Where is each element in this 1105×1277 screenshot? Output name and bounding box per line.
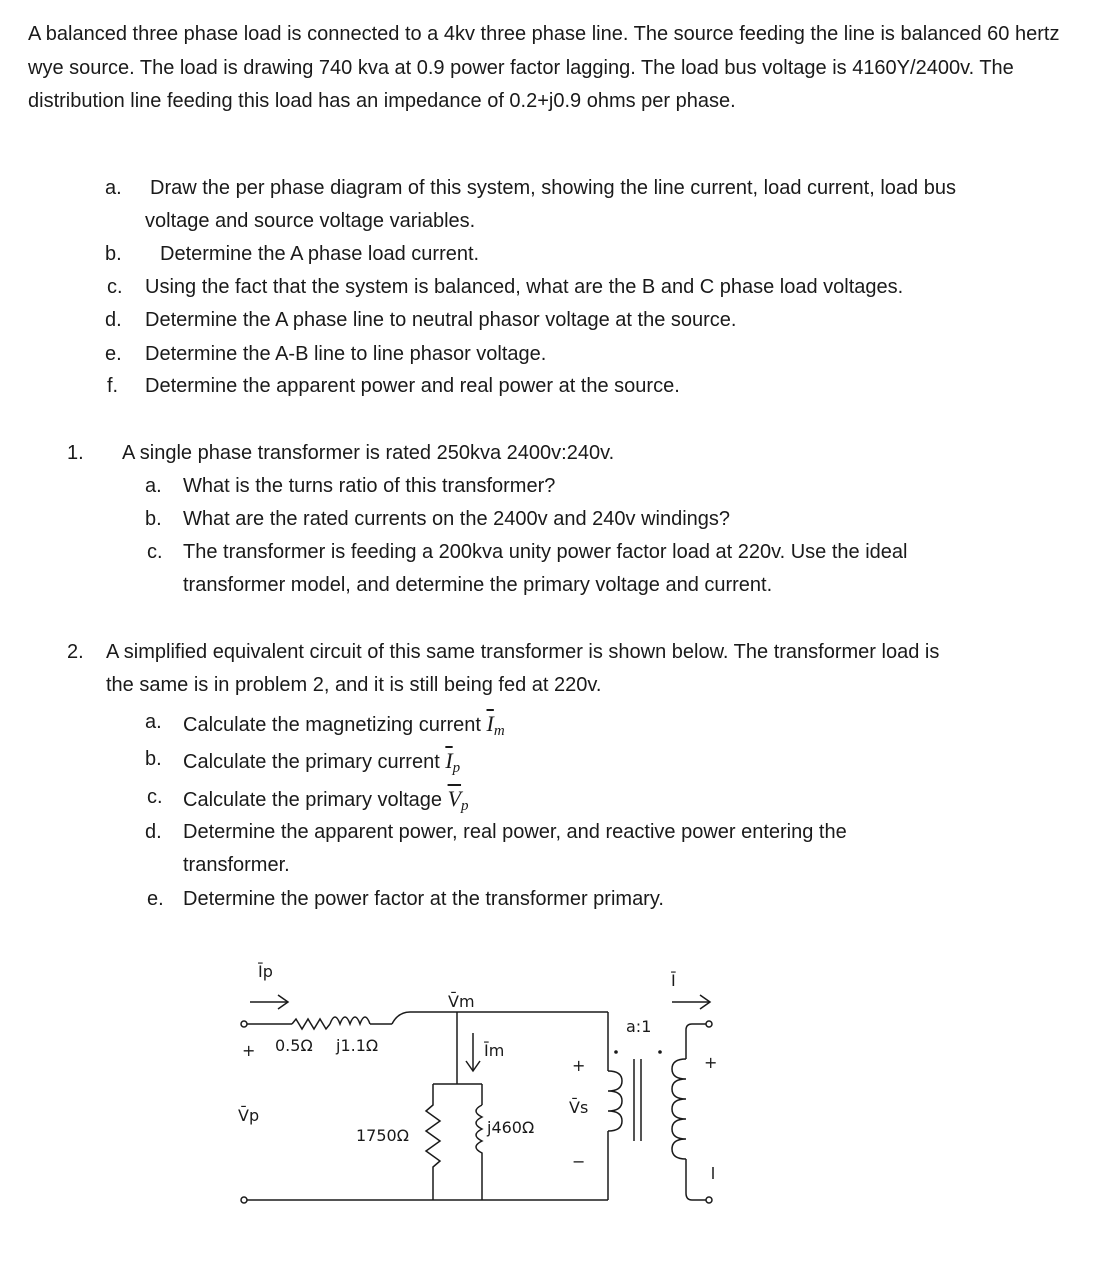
secondary-plus: + <box>704 1053 718 1072</box>
list-label: b. <box>145 748 162 770</box>
polarity-dot-primary <box>614 1050 618 1054</box>
list-item-cont: transformer. <box>183 854 290 876</box>
list-item: Using the fact that the system is balanced, what are the B and C phase load voltages. <box>145 276 904 298</box>
wire <box>392 1012 492 1024</box>
list-item: What is the turns ratio of this transformer? <box>183 475 556 497</box>
list-item: Determine the apparent power, real power, and reactive power entering the <box>183 821 847 843</box>
list-label: b. <box>105 243 122 265</box>
vs-label: V̄s <box>569 1098 589 1117</box>
list-item: Determine the A phase load current. <box>160 243 480 265</box>
problem-number: 2. <box>67 641 84 663</box>
list-label: c. <box>107 276 123 298</box>
transformer-secondary-winding-icon <box>672 1059 686 1159</box>
list-label: f. <box>107 375 119 397</box>
phasor-subscript: p <box>461 798 469 814</box>
terminal-primary-bottom <box>241 1197 247 1203</box>
vm-label: V̄m <box>448 992 475 1011</box>
im-label: Īm <box>484 1041 505 1060</box>
im-arrow-icon <box>466 1033 480 1071</box>
ip-arrow-icon <box>250 995 288 1009</box>
terminal-secondary-bottom <box>706 1197 712 1203</box>
series-reactance-label: j1.1Ω <box>336 1036 379 1055</box>
ip-label: Īp <box>258 962 273 981</box>
list-label: b. <box>145 508 162 530</box>
list-item-cont: voltage and source voltage variables. <box>145 210 476 232</box>
intro-paragraph: A balanced three phase load is connected to a 4kv three phase line. The source feeding the line is balanced 60 hertz wye source. The load is drawing 740 kva at 0.9 power factor lagging. The load bus voltage is 4160Y/2400v. The distribution line feeding this load has an impedance of 0.2+j0.9 ohms per phase. <box>28 23 1060 112</box>
i-arrow-icon <box>672 995 710 1009</box>
list-item-cont: transformer model, and determine the primary voltage and current. <box>183 574 773 596</box>
phasor-symbol: $\overline{V}$ <box>447 786 462 811</box>
i-label: Ī <box>671 971 676 990</box>
vp-label: V̄p <box>238 1106 260 1125</box>
item-text: Calculate the magnetizing current <box>183 714 481 736</box>
vs-minus: − <box>572 1152 586 1171</box>
list-item: What are the rated currents on the 2400v and 240v windings? <box>183 508 731 530</box>
transformer-primary-winding-icon <box>608 1071 622 1131</box>
inductor-series-icon <box>330 1017 370 1024</box>
terminal-secondary-top <box>706 1021 712 1027</box>
terminal-primary-top <box>241 1021 247 1027</box>
list-item: The transformer is feeding a 200kva unity power factor load at 220v. Use the ideal <box>183 541 908 563</box>
list-item <box>183 748 460 777</box>
resistor-core-loss-icon <box>426 1091 440 1197</box>
list-label: e. <box>147 888 164 910</box>
list-label: a. <box>145 711 162 733</box>
list-label: a. <box>105 177 122 199</box>
list-item: Determine the power factor at the transformer primary. <box>183 888 664 910</box>
list-item <box>183 711 505 740</box>
list-label: c. <box>147 786 163 808</box>
list-label: e. <box>105 343 122 365</box>
phasor-subscript: p <box>452 760 461 776</box>
magnetizing-reactance-label: j460Ω <box>487 1118 535 1137</box>
item-text: Calculate the primary voltage <box>183 789 443 811</box>
list-item: Determine the A-B line to line phasor voltage. <box>145 343 547 365</box>
inductor-magnetizing-icon <box>476 1105 482 1197</box>
problem-number: 1. <box>67 442 84 464</box>
resistor-series-icon <box>292 1019 330 1029</box>
problem-text: A single phase transformer is rated 250kva 2400v:240v. <box>122 442 615 464</box>
series-resistance-label: 0.5Ω <box>275 1036 313 1055</box>
list-label: c. <box>147 541 163 563</box>
item-text: Calculate the primary current <box>183 751 440 773</box>
primary-plus: + <box>242 1041 256 1060</box>
wire <box>686 1193 706 1200</box>
vs-plus: + <box>572 1056 586 1075</box>
core-resistance-label: 1750Ω <box>356 1126 409 1145</box>
list-item: Determine the apparent power and real power at the source. <box>145 375 680 397</box>
list-label: a. <box>145 475 162 497</box>
turns-ratio-label: a:1 <box>626 1017 652 1036</box>
list-label: d. <box>145 821 162 843</box>
polarity-dot-secondary <box>658 1050 662 1054</box>
phasor-symbol: $\overline{I}$ <box>486 711 494 736</box>
phasor-symbol: $\overline{I}$ <box>445 748 453 773</box>
transformer-equivalent-circuit <box>220 955 740 1215</box>
problem-text-cont: the same is in problem 2, and it is still being fed at 220v. <box>106 674 602 696</box>
list-label: d. <box>105 309 122 331</box>
wire <box>686 1024 706 1030</box>
problem-text: A simplified equivalent circuit of this same transformer is shown below. The transformer load is <box>106 641 940 663</box>
list-item <box>183 786 469 815</box>
list-item: Determine the A phase line to neutral phasor voltage at the source. <box>145 309 737 331</box>
phasor-subscript: m <box>493 723 505 739</box>
list-item: Draw the per phase diagram of this system, showing the line current, load current, load bus <box>150 177 956 199</box>
